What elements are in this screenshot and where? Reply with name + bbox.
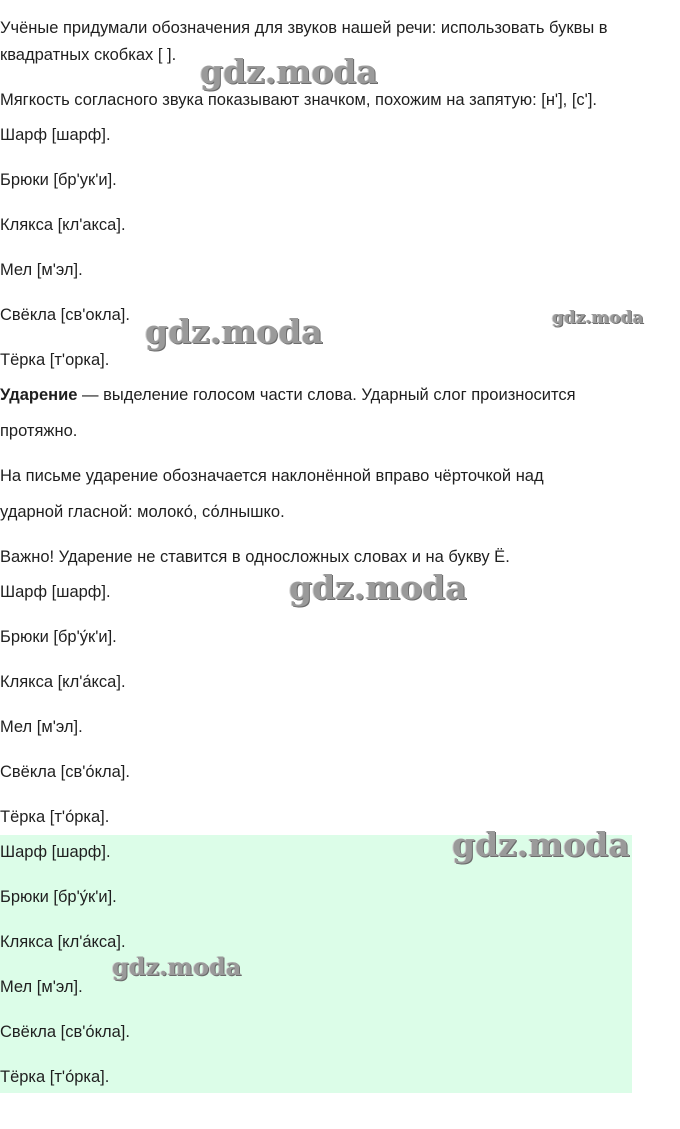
transcription-item: Мел [м'эл]. xyxy=(0,261,83,279)
stress-term: Ударение xyxy=(0,386,78,404)
softness-rule-text: Мягкость согласного звука показывают значком, похожим на запятую: [н'], [с']. xyxy=(0,91,597,109)
watermark-logo: gdz.moda xyxy=(200,52,378,91)
intro-text-line: Учёные придумали обозначения для звуков нашей речи: использовать буквы в xyxy=(0,19,608,37)
transcription-item: Клякса [кл'акса]. xyxy=(0,216,126,234)
answer-item: Свёкла [св'о́кла]. xyxy=(0,1023,130,1041)
important-note: Важно! Ударение не ставится в односложных словах и на букву Ё. xyxy=(0,548,510,566)
watermark-logo: gdz.moda xyxy=(452,825,630,864)
answer-item: Брюки [бр'у́к'и]. xyxy=(0,888,117,906)
transcription-item: Тёрка [т'о́рка]. xyxy=(0,808,110,826)
transcription-item: Мел [м'эл]. xyxy=(0,718,83,736)
transcription-item: Брюки [бр'ук'и]. xyxy=(0,171,117,189)
watermark-logo: gdz.moda xyxy=(145,312,323,351)
answer-highlight-box xyxy=(0,835,632,1093)
transcription-item: Шарф [шарф]. xyxy=(0,126,111,144)
stress-definition-line2: протяжно. xyxy=(0,422,78,440)
stress-writing-text: ударной гласной: молоко́, со́лнышко. xyxy=(0,503,285,521)
transcription-item: Свёкла [св'окла]. xyxy=(0,306,130,324)
answer-item: Мел [м'эл]. xyxy=(0,978,83,996)
transcription-item: Клякса [кл'а́кса]. xyxy=(0,673,126,691)
stress-definition xyxy=(0,384,576,406)
answer-item: Клякса [кл'а́кса]. xyxy=(0,933,126,951)
watermark-logo: gdz.moda xyxy=(289,568,467,607)
answer-item: Шарф [шарф]. xyxy=(0,843,111,861)
transcription-item: Тёрка [т'орка]. xyxy=(0,351,110,369)
intro-text-line: квадратных скобках [ ]. xyxy=(0,46,177,64)
stress-writing-text: На письме ударение обозначается наклонённой вправо чёрточкой над xyxy=(0,467,544,485)
transcription-item: Шарф [шарф]. xyxy=(0,583,111,601)
watermark-logo: gdz.moda xyxy=(552,308,644,328)
transcription-item: Свёкла [св'о́кла]. xyxy=(0,763,130,781)
answer-item: Тёрка [т'о́рка]. xyxy=(0,1068,110,1086)
watermark-logo: gdz.moda xyxy=(112,952,242,981)
transcription-item: Брюки [бр'у́к'и]. xyxy=(0,628,117,646)
stress-definition-text: — выделение голосом части слова. Ударный слог произносится xyxy=(77,386,576,404)
